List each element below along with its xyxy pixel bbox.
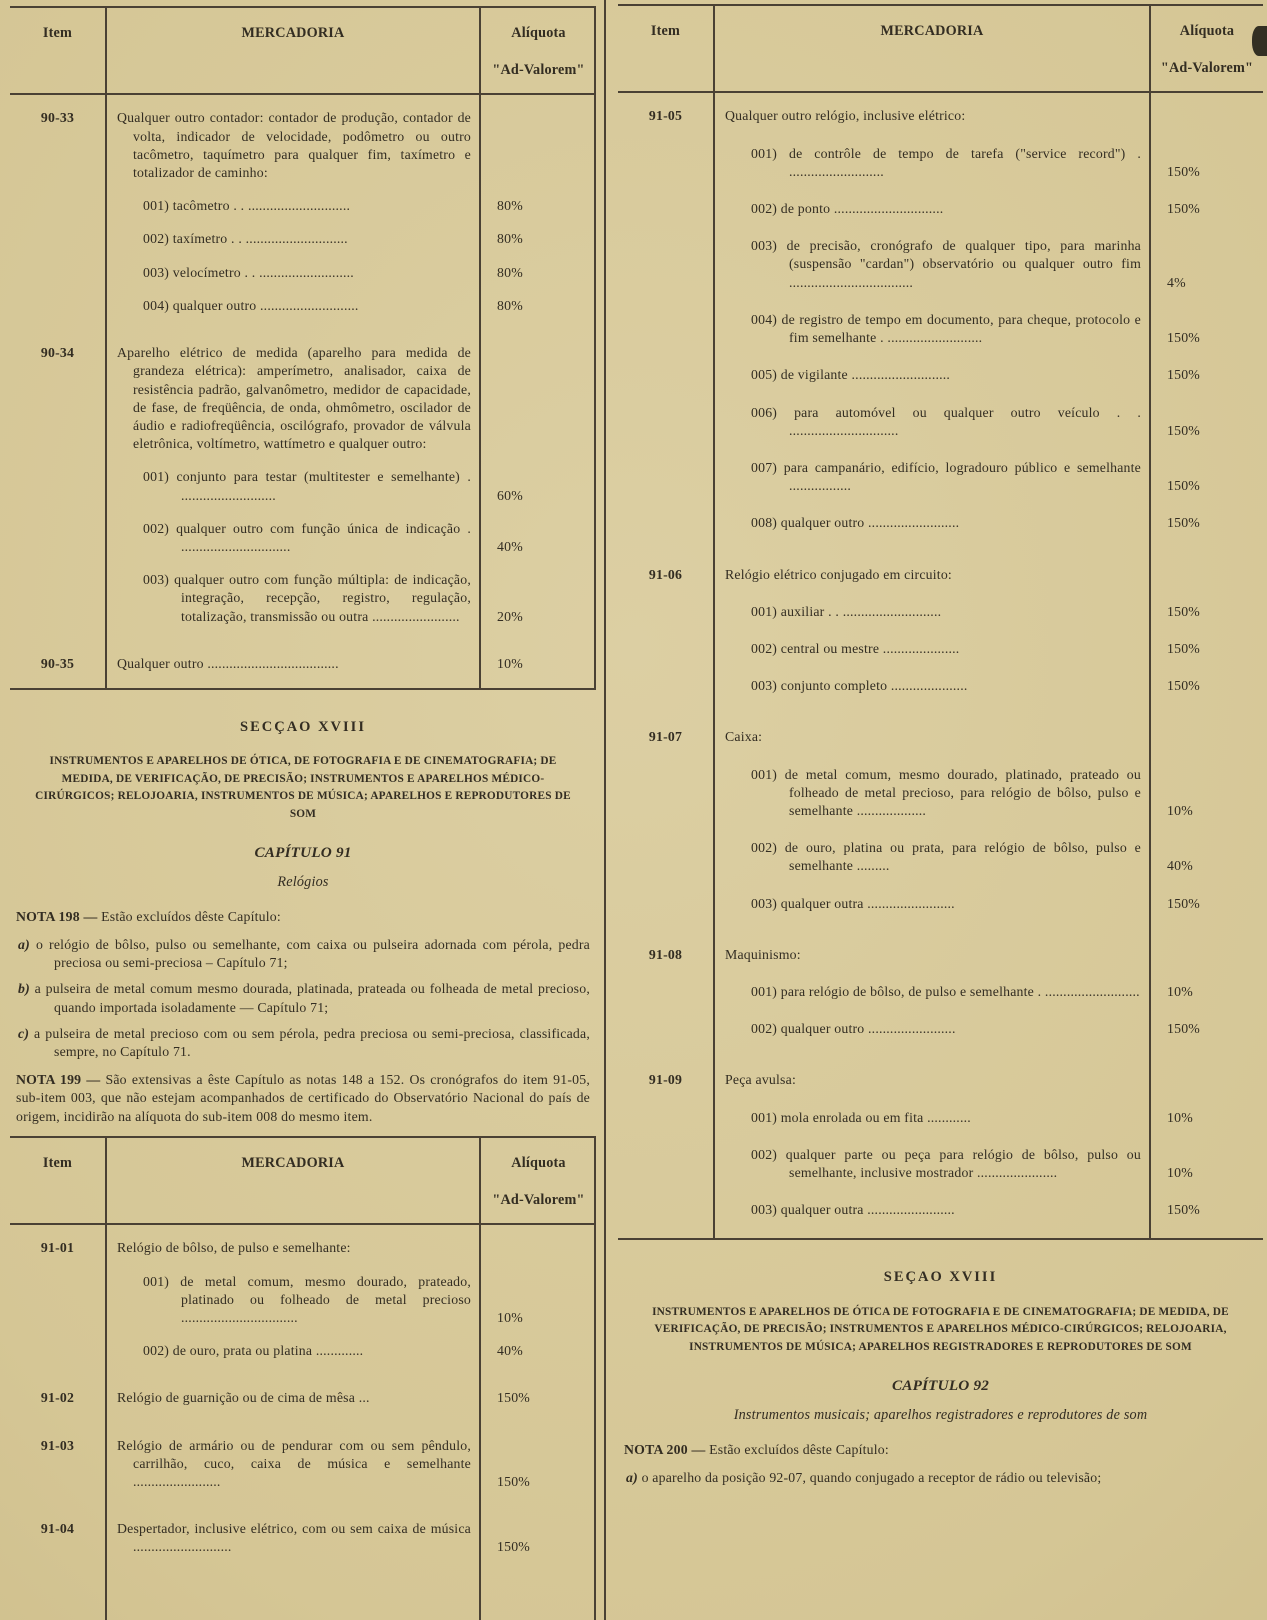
item-code: 90-34	[40, 345, 75, 361]
aliquota-value: 10%	[1167, 1164, 1193, 1180]
table-row	[10, 468, 596, 519]
table-row	[618, 145, 1263, 200]
table-row	[10, 1273, 596, 1343]
table-row	[618, 93, 1263, 144]
table-row	[618, 459, 1263, 514]
col-header-aliquota-line2: "Ad-Valorem"	[492, 61, 585, 78]
mercadoria-cell	[713, 552, 1151, 603]
item-code	[618, 895, 713, 932]
aliquota-cell	[1151, 366, 1263, 403]
aliquota-value: 150%	[1167, 678, 1200, 694]
table-row	[618, 1057, 1263, 1108]
mercadoria-text: 005) de vigilante ...........................	[751, 367, 951, 383]
table-row	[618, 640, 1263, 677]
aliquota-cell	[481, 1506, 596, 1571]
note-text: a pulseira de metal comum mesmo dourada, platinada, prateada ou folheada de metal precioso, quando importada isoladamente — Capítulo 71;	[34, 981, 590, 1015]
note-label: a)	[626, 1470, 638, 1485]
aliquota-cell	[481, 1273, 596, 1343]
aliquota-cell	[481, 330, 596, 468]
note-text: o aparelho da posição 92-07, quando conjugado a receptor de rádio ou televisão;	[641, 1470, 1102, 1485]
mercadoria-text: 002) de ouro, prata ou platina .............	[143, 1343, 364, 1359]
item-code	[618, 200, 713, 237]
item-code	[618, 640, 713, 677]
table-row	[618, 552, 1263, 603]
tariff-table-left-top	[10, 6, 596, 688]
item-code: 91-08	[648, 946, 683, 962]
tariff-table-right	[618, 4, 1263, 1238]
aliquota-cell	[481, 1423, 596, 1507]
col-header-item: Item	[42, 25, 73, 41]
col-header-item: Item	[42, 1154, 73, 1171]
mercadoria-text: 001) auxiliar . . ...........................	[751, 603, 942, 619]
aliquota-cell	[1151, 93, 1263, 144]
mercadoria-text: Relógio de armário ou de pendurar com ou sem pêndulo, carrilhão, cuco, caixa de música e semelhante ........................	[117, 1437, 471, 1489]
aliquota-value: 20%	[497, 608, 523, 624]
table-row	[618, 714, 1263, 765]
mercadoria-cell	[105, 571, 481, 641]
mercadoria-cell	[105, 641, 481, 688]
mercadoria-cell	[713, 145, 1151, 200]
mercadoria-cell	[713, 514, 1151, 551]
mercadoria-cell	[713, 93, 1151, 144]
mercadoria-text: Caixa:	[725, 729, 763, 745]
mercadoria-cell	[105, 1342, 481, 1375]
aliquota-value: 40%	[1167, 858, 1193, 874]
item-code	[10, 1273, 105, 1343]
aliquota-cell	[1151, 1020, 1263, 1057]
mercadoria-text: 004) de registro de tempo em documento, para cheque, protocolo e fim semelhante . ..........................	[751, 311, 1141, 346]
item-code: 91-03	[40, 1437, 75, 1453]
aliquota-cell	[1151, 932, 1263, 983]
aliquota-value: 150%	[1167, 478, 1200, 494]
note-text: a pulseira de metal precioso com ou sem pérola, pedra preciosa ou semi-preciosa, classificada, sempre, no Capítulo 71.	[34, 1025, 591, 1060]
col-header-aliquota	[481, 1138, 596, 1223]
mercadoria-cell	[105, 1423, 481, 1507]
table-header	[10, 8, 596, 95]
table-header	[618, 6, 1263, 93]
table-row	[10, 520, 596, 571]
mercadoria-text: Qualquer outro contador: contador de produção, contador de volta, indicador de velocidade, podômetro ou outro tacômetro, taquímetro para qualquer fim, taxímetro e totalizador de caminho:	[117, 110, 471, 181]
note-label: NOTA 198 —	[16, 908, 98, 924]
aliquota-value: 150%	[1167, 201, 1200, 217]
aliquota-value: 10%	[1167, 802, 1193, 818]
aliquota-cell	[1151, 1057, 1263, 1108]
mercadoria-text: 002) qualquer parte ou peça para relógio de bôlso, pulso ou semelhante, inclusive mostrador ......................	[751, 1146, 1141, 1180]
mercadoria-text: Relógio de guarnição ou de cima de mêsa ...	[117, 1390, 370, 1406]
item-code	[10, 520, 105, 571]
table-row	[618, 514, 1263, 551]
note	[626, 1469, 1257, 1487]
aliquota-value: 150%	[1167, 163, 1200, 179]
section-18-right	[618, 1240, 1263, 1620]
mercadoria-text: Peça avulsa:	[725, 1072, 796, 1088]
mercadoria-text: Qualquer outro ....................................	[117, 655, 339, 671]
col-header-aliquota-line1: Alíquota	[511, 25, 566, 41]
aliquota-value: 150%	[497, 1390, 530, 1406]
aliquota-value: 40%	[497, 538, 523, 554]
table-row	[10, 197, 596, 230]
aliquota-value: 80%	[497, 198, 523, 214]
mercadoria-cell	[713, 714, 1151, 765]
table-header	[10, 1138, 596, 1225]
note	[18, 980, 590, 1016]
mercadoria-text: Despertador, inclusive elétrico, com ou sem caixa de música ...........................	[117, 1521, 471, 1555]
notes-list	[14, 908, 592, 1126]
aliquota-cell	[481, 641, 596, 688]
mercadoria-text: 002) de ouro, platina ou prata, para relógio de bôlso, pulso e semelhante .........	[751, 840, 1141, 874]
mercadoria-text: 004) qualquer outro ...........................	[143, 297, 359, 313]
aliquota-cell	[481, 1375, 596, 1422]
item-code	[10, 230, 105, 263]
item-code	[618, 766, 713, 840]
mercadoria-cell	[713, 366, 1151, 403]
note-label: b)	[18, 981, 30, 997]
mercadoria-text: 003) de precisão, cronógrafo de qualquer tipo, para marinha (suspensão "cardan") observatório ou qualquer outro fim ..................................	[751, 238, 1141, 290]
aliquota-cell	[1151, 766, 1263, 840]
left-column	[0, 0, 606, 1620]
item-code	[618, 311, 713, 366]
col-header-aliquota-line2: "Ad-Valorem"	[492, 1191, 585, 1208]
mercadoria-cell	[713, 1146, 1151, 1201]
chapter-subject: Instrumentos musicais; aparelhos registradores e reprodutores de som	[733, 1407, 1148, 1424]
aliquota-value: 150%	[1167, 603, 1200, 619]
table-row	[618, 237, 1263, 311]
table-row	[10, 297, 596, 330]
mercadoria-cell	[713, 1020, 1151, 1057]
table-row	[618, 200, 1263, 237]
aliquota-value: 10%	[1167, 983, 1193, 999]
note-label: c)	[18, 1025, 30, 1041]
table-row	[10, 1225, 596, 1272]
col-header-aliquota-line1: Alíquota	[511, 1154, 566, 1171]
chapter-title: CAPÍTULO 92	[891, 1377, 990, 1394]
chapter-subject: Relógios	[277, 874, 329, 891]
aliquota-cell	[481, 1225, 596, 1272]
column-rule	[713, 6, 715, 1238]
aliquota-value: 10%	[1167, 1109, 1193, 1125]
note	[18, 936, 590, 972]
section-title: SEÇAO XVIII	[883, 1269, 998, 1286]
table-row	[618, 404, 1263, 459]
mercadoria-text: Maquinismo:	[725, 946, 801, 962]
item-code	[618, 839, 713, 894]
item-code: 91-07	[648, 729, 683, 745]
mercadoria-text: 002) qualquer outro ........................	[751, 1021, 956, 1037]
aliquota-cell	[1151, 603, 1263, 640]
table-row	[618, 603, 1263, 640]
mercadoria-text: Qualquer outro relógio, inclusive elétrico:	[725, 108, 966, 124]
aliquota-cell	[1151, 714, 1263, 765]
item-code	[618, 404, 713, 459]
aliquota-cell	[481, 571, 596, 641]
table-row	[618, 1201, 1263, 1238]
mercadoria-cell	[713, 1109, 1151, 1146]
mercadoria-cell	[105, 330, 481, 468]
mercadoria-text: Relógio elétrico conjugado em circuito:	[725, 566, 952, 582]
mercadoria-cell	[105, 297, 481, 330]
aliquota-cell	[1151, 677, 1263, 714]
aliquota-cell	[481, 520, 596, 571]
item-code: 90-33	[40, 110, 75, 126]
table-row	[618, 932, 1263, 983]
right-column	[606, 0, 1267, 1620]
column-rule	[594, 8, 596, 688]
aliquota-value: 80%	[497, 297, 523, 313]
col-header-aliquota	[481, 8, 596, 93]
aliquota-cell	[1151, 552, 1263, 603]
mercadoria-text: Relógio de bôlso, de pulso e semelhante:	[117, 1240, 351, 1256]
mercadoria-text: 001) mola enrolada ou em fita ............	[751, 1109, 971, 1125]
table-row	[618, 1146, 1263, 1201]
mercadoria-text: 003) qualquer outra ........................	[751, 895, 955, 911]
aliquota-cell	[1151, 145, 1263, 200]
mercadoria-text: 002) central ou mestre .....................	[751, 640, 960, 656]
mercadoria-cell	[713, 200, 1151, 237]
mercadoria-text: 003) velocímetro . . ..........................	[143, 264, 354, 280]
item-code	[618, 603, 713, 640]
table-row	[10, 571, 596, 641]
mercadoria-text: 001) tacômetro . . ............................	[143, 198, 351, 214]
table-row	[618, 677, 1263, 714]
note-text: o relógio de bôlso, pulso ou semelhante, com caixa ou pulseira adornada com pérola, pedra preciosa ou semi-preciosa – Capítulo 71;	[35, 937, 590, 971]
aliquota-cell	[1151, 237, 1263, 311]
item-code	[10, 468, 105, 519]
tariff-table-left-bottom	[10, 1136, 596, 1620]
aliquota-value: 150%	[1167, 1021, 1200, 1037]
item-code	[618, 1146, 713, 1201]
aliquota-value: 150%	[1167, 1202, 1200, 1218]
mercadoria-cell	[713, 983, 1151, 1020]
note-label: a)	[18, 937, 30, 953]
column-rule	[105, 8, 107, 688]
item-code: 91-06	[648, 566, 683, 582]
mercadoria-cell	[713, 677, 1151, 714]
mercadoria-cell	[713, 766, 1151, 840]
aliquota-cell	[481, 197, 596, 230]
aliquota-value: 60%	[497, 487, 523, 503]
table-row	[618, 983, 1263, 1020]
item-code	[10, 264, 105, 297]
aliquota-cell	[481, 468, 596, 519]
mercadoria-cell	[105, 520, 481, 571]
notes-list	[622, 1441, 1259, 1487]
table-row	[618, 895, 1263, 932]
aliquota-value: 40%	[497, 1343, 523, 1359]
table-row	[10, 230, 596, 263]
mercadoria-text: 002) de ponto ..............................	[751, 201, 944, 217]
mercadoria-text: 001) de metal comum, mesmo dourado, platinado, prateado ou folheado de metal precioso, para relógio de bôlso, pulso e semelhante ...................	[751, 766, 1141, 818]
mercadoria-cell	[713, 311, 1151, 366]
item-code: 91-02	[40, 1390, 75, 1406]
mercadoria-cell	[713, 603, 1151, 640]
aliquota-cell	[1151, 895, 1263, 932]
note-text: Estão excluídos dêste Capítulo:	[101, 908, 281, 924]
mercadoria-cell	[713, 237, 1151, 311]
mercadoria-cell	[105, 1375, 481, 1422]
aliquota-value: 150%	[1167, 422, 1200, 438]
table-row	[10, 1423, 596, 1507]
table-body	[10, 1225, 596, 1571]
mercadoria-text: Aparelho elétrico de medida (aparelho para medida de grandeza elétrica): amperímetro, analisador, caixa de resistência padrão, galvanômetro, medidor de capacidade, de fase, de freqüência, de onda, ohmômetro, oscilador de áudio e radiofreqüência, oscilógrafo, provador de válvula eletrônica, voltímetro, wattímetro e qualquer outro:	[117, 345, 471, 452]
item-code	[618, 677, 713, 714]
mercadoria-text: 008) qualquer outro .........................	[751, 515, 960, 531]
note	[16, 908, 590, 926]
mercadoria-text: 002) qualquer outro com função única de indicação . ..............................	[143, 520, 471, 554]
aliquota-cell	[1151, 1146, 1263, 1201]
column-rule	[1149, 6, 1151, 1238]
table-row	[618, 839, 1263, 894]
table-row	[618, 1020, 1263, 1057]
aliquota-cell	[1151, 1201, 1263, 1238]
column-rule	[594, 1138, 596, 1620]
col-header-mercadoria: MERCADORIA	[241, 25, 345, 41]
table-row	[10, 95, 596, 197]
mercadoria-cell	[713, 932, 1151, 983]
item-code: 91-05	[648, 108, 683, 124]
section-description: INSTRUMENTOS E APARELHOS DE ÓTICA, DE FOTOGRAFIA E DE CINEMATOGRAFIA; DE MEDIDA, DE VERIFICAÇÃO, DE PRECISÃO; INSTRUMENTOS E APARELHOS MÉDICO-CIRÚRGICOS; RELOJOARIA, INSTRUMENTOS DE MÚSICA; APARELHOS E REPRODUTORES DE SOM	[35, 755, 571, 820]
table-row	[10, 1342, 596, 1375]
mercadoria-cell	[105, 1506, 481, 1571]
mercadoria-text: 002) taxímetro . . ............................	[143, 231, 348, 247]
aliquota-value: 150%	[497, 1539, 530, 1555]
aliquota-value: 80%	[497, 231, 523, 247]
mercadoria-text: 001) de metal comum, mesmo dourado, prateado, platinado ou folheado de metal precioso ................................	[143, 1273, 471, 1325]
mercadoria-cell	[105, 230, 481, 263]
table-row	[10, 1506, 596, 1571]
aliquota-value: 80%	[497, 264, 523, 280]
aliquota-value: 150%	[497, 1473, 530, 1489]
item-code	[10, 197, 105, 230]
aliquota-cell	[1151, 404, 1263, 459]
table-row	[618, 366, 1263, 403]
mercadoria-cell	[713, 839, 1151, 894]
aliquota-cell	[1151, 514, 1263, 551]
item-code: 91-09	[648, 1072, 683, 1088]
col-header-aliquota	[1151, 6, 1263, 91]
mercadoria-cell	[713, 404, 1151, 459]
table-row	[10, 1375, 596, 1422]
note-text: Estão excluídos dêste Capítulo:	[709, 1441, 889, 1457]
item-code: 91-04	[40, 1521, 75, 1537]
item-code	[618, 366, 713, 403]
table-row	[10, 330, 596, 468]
aliquota-cell	[481, 1342, 596, 1375]
item-code	[618, 514, 713, 551]
mercadoria-text: 007) para campanário, edifício, logradouro público e semelhante .................	[751, 459, 1141, 494]
mercadoria-text: 003) qualquer outra ........................	[751, 1202, 955, 1218]
aliquota-value: 4%	[1167, 274, 1186, 290]
item-code: 91-01	[40, 1240, 75, 1256]
column-rule	[479, 1138, 481, 1620]
item-code	[10, 1342, 105, 1375]
aliquota-value: 150%	[1167, 515, 1200, 531]
table-row	[10, 264, 596, 297]
table-row	[10, 641, 596, 688]
mercadoria-text: 003) qualquer outro com função múltipla: de indicação, integração, recepção, registro, regulação, totalização, transmissão ou outra ........................	[143, 572, 471, 624]
aliquota-value: 150%	[1167, 640, 1200, 656]
item-code	[618, 237, 713, 311]
section-description: INSTRUMENTOS E APARELHOS DE ÓTICA DE FOTOGRAFIA E DE CINEMATOGRAFIA; DE MEDIDA, DE VERIFICAÇÃO, DE PRECISÃO; INSTRUMENTOS E APARELHOS MÉDICO-CIRÚRGICOS; RELOJOARIA, INSTRUMENTOS DE MÚSICA; APARELHOS REGISTRADORES E REPRODUTORES DE SOM	[652, 1305, 1229, 1353]
table-body	[10, 95, 596, 687]
aliquota-value: 150%	[1167, 367, 1200, 383]
mercadoria-cell	[713, 640, 1151, 677]
note-label: NOTA 199 —	[16, 1072, 101, 1088]
section-title: SECÇAO XVIII	[240, 718, 366, 735]
aliquota-value: 150%	[1167, 895, 1200, 911]
mercadoria-text: 001) de contrôle de tempo de tarefa ("service record") . ..........................	[751, 145, 1141, 179]
table-row	[618, 1109, 1263, 1146]
item-code	[10, 297, 105, 330]
mercadoria-cell	[105, 468, 481, 519]
column-rule	[105, 1138, 107, 1620]
item-code	[618, 1201, 713, 1238]
note	[624, 1441, 1257, 1459]
col-header-aliquota-line2: "Ad-Valorem"	[1160, 59, 1254, 76]
aliquota-value: 10%	[497, 655, 523, 671]
item-code	[618, 983, 713, 1020]
item-code	[618, 145, 713, 200]
col-header-mercadoria: MERCADORIA	[241, 1154, 345, 1171]
mercadoria-cell	[713, 895, 1151, 932]
aliquota-cell	[1151, 640, 1263, 677]
mercadoria-cell	[713, 1201, 1151, 1238]
aliquota-cell	[1151, 311, 1263, 366]
aliquota-cell	[481, 95, 596, 197]
item-code	[618, 1020, 713, 1057]
aliquota-cell	[1151, 200, 1263, 237]
mercadoria-cell	[713, 459, 1151, 514]
mercadoria-text: 001) para relógio de bôlso, de pulso e semelhante . ..........................	[751, 983, 1140, 999]
item-code: 90-35	[40, 655, 75, 671]
aliquota-cell	[481, 230, 596, 263]
column-rule	[479, 8, 481, 688]
col-header-aliquota-line1: Alíquota	[1179, 23, 1235, 39]
table-row	[618, 766, 1263, 840]
chapter-title: CAPÍTULO 91	[254, 844, 352, 862]
mercadoria-cell	[713, 1057, 1151, 1108]
mercadoria-cell	[105, 264, 481, 297]
note	[18, 1025, 590, 1061]
note-label: NOTA 200 —	[624, 1441, 706, 1457]
col-header-mercadoria: MERCADORIA	[880, 23, 984, 39]
mercadoria-text: 003) conjunto completo .....................	[751, 678, 968, 694]
aliquota-cell	[1151, 983, 1263, 1020]
note-text: São extensivas a êste Capítulo as notas 148 a 152. Os cronógrafos do item 91-05, sub-item 003, que não estejam acompanhados de certificado do Observatório Nacional do país de origem, incidirão na alíquota do sub-item 008 do mesmo item.	[16, 1072, 591, 1124]
mercadoria-cell	[105, 95, 481, 197]
mercadoria-cell	[105, 1273, 481, 1343]
aliquota-cell	[481, 297, 596, 330]
aliquota-cell	[481, 264, 596, 297]
aliquota-cell	[1151, 459, 1263, 514]
item-code	[618, 1109, 713, 1146]
aliquota-value: 150%	[1167, 330, 1200, 346]
item-code	[618, 459, 713, 514]
mercadoria-text: 001) conjunto para testar (multitester e semelhante) . ..........................	[143, 469, 471, 503]
aliquota-cell	[1151, 839, 1263, 894]
note	[16, 1071, 590, 1126]
mercadoria-cell	[105, 1225, 481, 1272]
aliquota-cell	[1151, 1109, 1263, 1146]
col-header-item: Item	[650, 23, 681, 39]
table-body	[618, 93, 1263, 1238]
aliquota-value: 10%	[497, 1309, 523, 1325]
item-code	[10, 571, 105, 641]
section-18-left	[10, 690, 596, 1136]
mercadoria-cell	[105, 197, 481, 230]
mercadoria-text: 006) para automóvel ou qualquer outro veículo . . ..............................	[751, 404, 1141, 438]
table-row	[618, 311, 1263, 366]
